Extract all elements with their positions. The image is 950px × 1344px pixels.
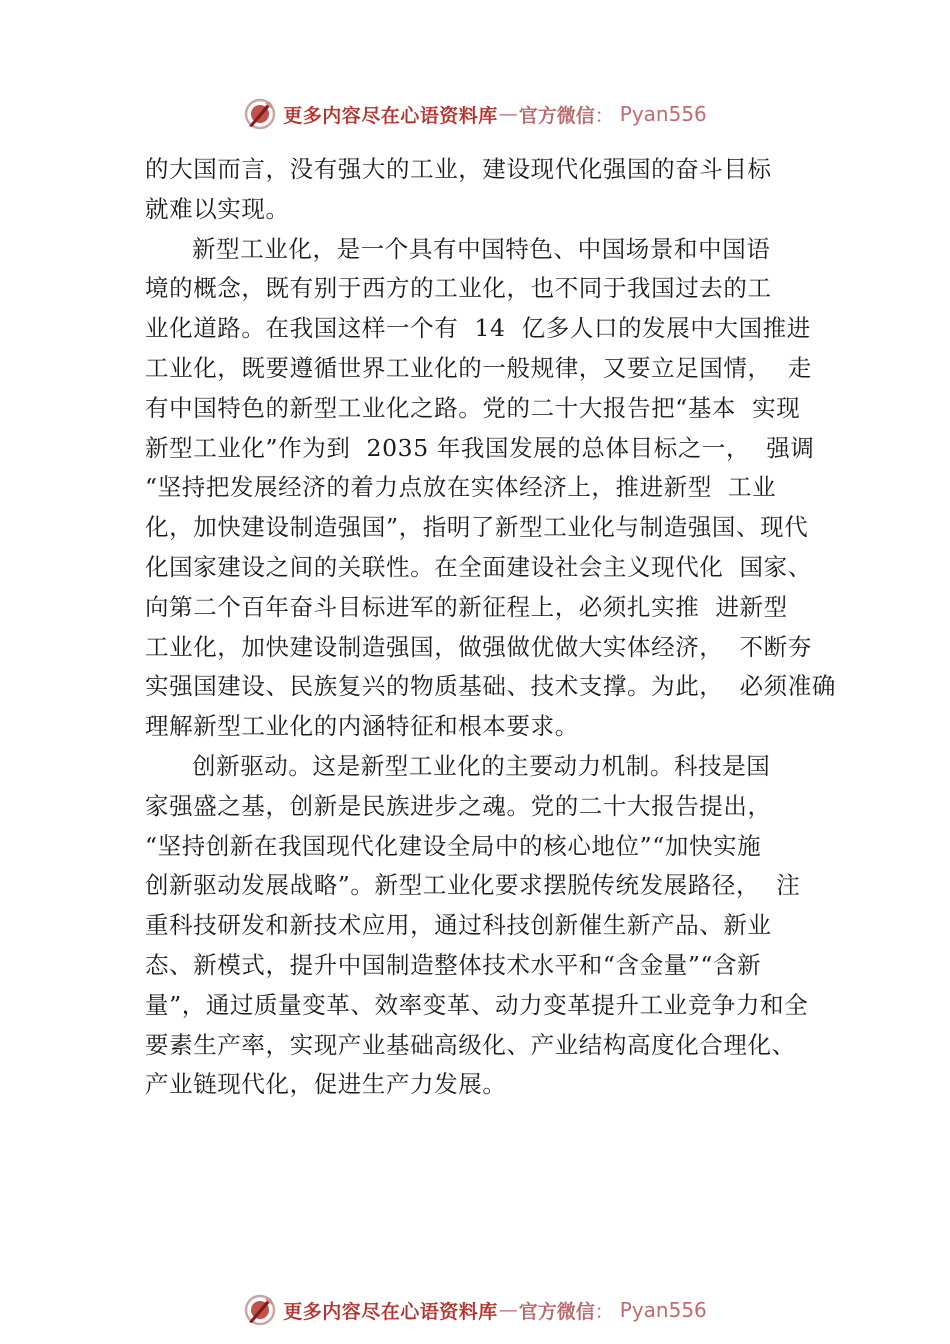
text-line: 理解新型工业化的内涵特征和根本要求。 (145, 712, 579, 741)
header-wechat-id: Pyan556 (619, 102, 707, 126)
text-line: 产业链现代化，促进生产力发展。 (145, 1070, 507, 1099)
text-line: 量”，通过质量变革、效率变革、动力变革提升工业竞争力和全 (145, 990, 809, 1019)
footer-banner-text: 更多内容尽在心语资料库 (283, 1300, 498, 1323)
footer-banner (0, 1290, 950, 1330)
footer-wechat-id: Pyan556 (619, 1298, 707, 1322)
text-line: 业化道路。在我国这样一个有 14 亿多人口的发展中大国推进 (145, 314, 811, 343)
text-line: 家强盛之基，创新是民族进步之魂。党的二十大报告提出， (145, 791, 772, 820)
header-banner-label: 官方微信 (518, 104, 595, 127)
quill-seal-icon (243, 1293, 277, 1327)
header-banner (0, 94, 950, 134)
header-banner-colon: ： (594, 104, 614, 127)
text-line: 就难以实现。 (145, 194, 290, 223)
header-banner-dash: — (498, 103, 518, 125)
header-banner-text: 更多内容尽在心语资料库 (283, 104, 498, 127)
text-line: 重科技研发和新技术应用，通过科技创新催生新产品、新业 (145, 911, 772, 940)
footer-banner-dash: — (498, 1299, 518, 1321)
text-line: “坚持把发展经济的着力点放在实体经济上，推进新型 工业 (145, 473, 777, 502)
text-line: 向第二个百年奋斗目标进军的新征程上，必须扎实推 进新型 (145, 592, 788, 621)
text-line: 化国家建设之间的关联性。在全面建设社会主义现代化 国家、 (145, 552, 812, 581)
footer-banner-label: 官方微信 (518, 1300, 595, 1323)
quill-seal-icon (243, 97, 277, 131)
paragraph-start-line: 创新驱动。这是新型工业化的主要动力机制。科技是国 (192, 751, 771, 780)
text-line: 创新驱动发展战略”。新型工业化要求摆脱传统发展路径， 注 (145, 871, 801, 900)
text-line: “坚持创新在我国现代化建设全局中的核心地位”“加快实施 (145, 831, 762, 860)
text-line: 新型工业化”作为到 2035 年我国发展的总体目标之一， 强调 (145, 433, 815, 462)
document-body (145, 150, 835, 1105)
text-line: 态、新模式，提升中国制造整体技术水平和“含金量”“含新 (145, 950, 762, 979)
text-line: 实强国建设、民族复兴的物质基础、技术支撑。为此， 必须准确 (145, 672, 836, 701)
text-line: 化，加快建设制造强国”，指明了新型工业化与制造强国、现代 (145, 513, 809, 542)
text-line: 境的概念，既有别于西方的工业化，也不同于我国过去的工 (145, 274, 772, 303)
text-line: 有中国特色的新型工业化之路。党的二十大报告把“基本 实现 (145, 393, 801, 422)
text-line: 的大国而言，没有强大的工业，建设现代化强国的奋斗目标 (145, 155, 772, 183)
text-line: 工业化，加快建设制造强国，做强做优做大实体经济， 不断夯 (145, 632, 812, 661)
text-line: 要素生产率，实现产业基础高级化、产业结构高度化合理化、 (145, 1030, 796, 1059)
paragraph-start-line: 新型工业化，是一个具有中国特色、中国场景和中国语 (192, 234, 771, 263)
footer-banner-colon: ： (594, 1300, 614, 1323)
text-line: 工业化，既要遵循世界工业化的一般规律，又要立足国情， 走 (145, 353, 812, 382)
